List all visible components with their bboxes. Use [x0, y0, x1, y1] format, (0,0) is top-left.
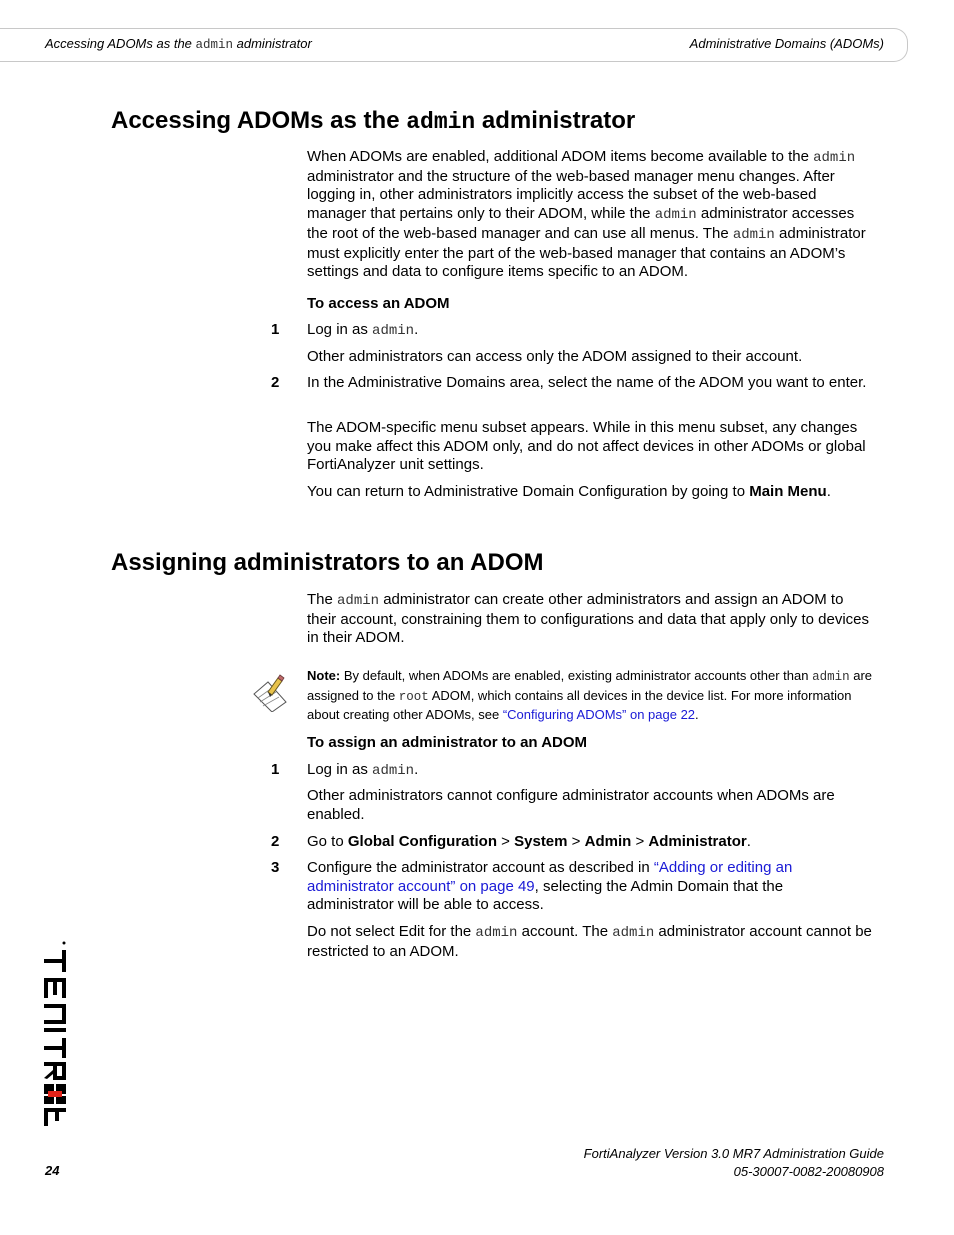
procedure-title-access-adom: To access an ADOM — [307, 295, 450, 312]
step-text: Go to Global Configuration > System > Admin > Administrator. — [307, 833, 751, 850]
step-note: Other administrators can access only the ADOM assigned to their account. — [307, 348, 803, 365]
step-note: The ADOM-specific menu subset appears. While in this menu subset, any changes you make affect this ADOM only, and do not affect devices in other ADOMs or global FortiAnalyzer unit settings. — [307, 419, 866, 474]
step-number: 2 — [271, 833, 280, 850]
section1-intro-paragraph: When ADOMs are enabled, additional ADOM items become available to the admin administrator and the structure of the web-based manager menu changes. After logging in, other administrators implicitly access the subset of the web-based manager that pertains only to their ADOM, while the admin administrator accesses the root of the web-based manager and can use all menus. The admin administrator must explicitly enter the part of the web-based manager that contains an ADOM’s settings and data to configure items specific to an ADOM. — [307, 148, 866, 281]
step-text: In the Administrative Domains area, select the name of the ADOM you want to enter. — [307, 374, 867, 391]
footer-doc-title: FortiAnalyzer Version 3.0 MR7 Administration Guide — [583, 1146, 884, 1161]
procedure-title-assign-administrator: To assign an administrator to an ADOM — [307, 734, 588, 751]
step-number: 1 — [271, 321, 280, 338]
section2-intro-paragraph: The admin administrator can create other administrators and assign an ADOM to their account, constraining them to configurations and data that apply only to devices in their ADOM. — [307, 591, 870, 647]
step-note: Do not select Edit for the admin account. The admin administrator account cannot be restricted to an ADOM. — [307, 923, 872, 960]
link-configuring-adoms[interactable]: “Configuring ADOMs” on page 22 — [502, 707, 696, 722]
running-header-left: Accessing ADOMs as the admin administrator — [45, 36, 312, 52]
section-heading-assigning-administrators: Assigning administrators to an ADOM — [111, 549, 544, 576]
step-note: Other administrators cannot configure administrator accounts when ADOMs are enabled. — [307, 787, 835, 823]
running-header-right: Administrative Domains (ADOMs) — [689, 36, 884, 51]
step-number: 3 — [271, 859, 280, 876]
step-text: Log in as admin. — [307, 321, 419, 339]
step-text: Configure the administrator account as described in “Adding or editing an administrator account” on page 49, selecting the Admin Domain that the administrator will be able to access. — [307, 859, 793, 914]
section-heading-accessing-adoms: Accessing ADOMs as the admin administrator — [111, 107, 636, 135]
fortinet-logo — [44, 940, 70, 1126]
link-adding-editing-admin-account[interactable]: “Adding or editing an administrator account” on page 49 — [307, 859, 793, 895]
step-text: Log in as admin. — [307, 761, 419, 779]
step-number: 2 — [271, 374, 280, 391]
footer-doc-info — [584, 1145, 884, 1180]
step-note: You can return to Administrative Domain Configuration by going to Main Menu. — [307, 483, 831, 500]
step-number: 1 — [271, 761, 280, 778]
page-number: 24 — [45, 1163, 60, 1178]
note-pencil-icon — [250, 672, 290, 712]
footer-doc-number: 05-30007-0082-20080908 — [733, 1163, 884, 1179]
note-box: Note: By default, when ADOMs are enabled, existing administrator accounts other than admin are assigned to the root ADOM, which contains all devices in the device list. For more information about creating other ADOMs, see “Configuring ADOMs” on page 22. — [307, 668, 873, 722]
